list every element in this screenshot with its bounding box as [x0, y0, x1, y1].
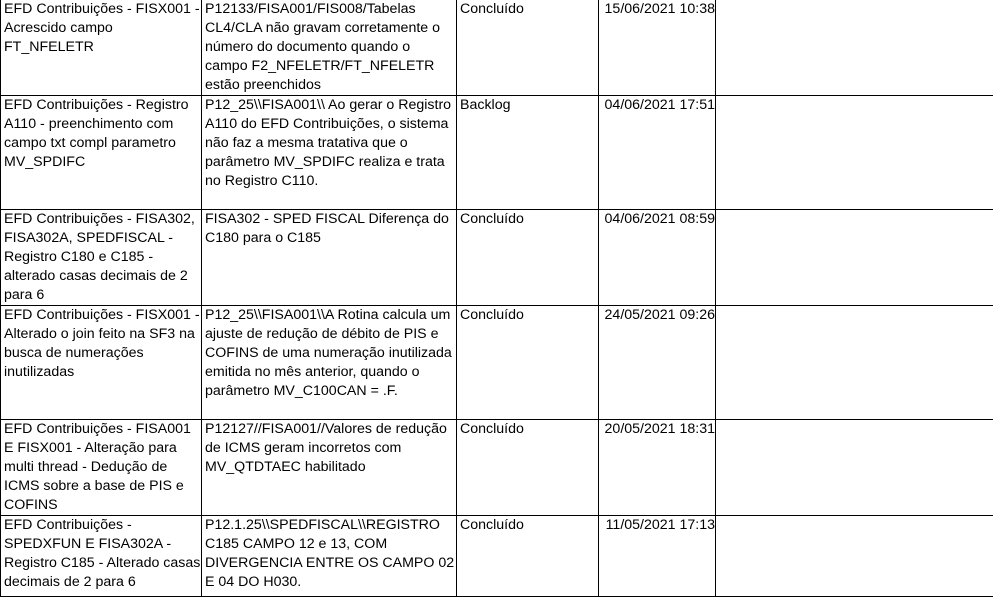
cell-description[interactable]: P12127//FISA001//Valores de redução de ICMS geram incorretos com MV_QTDTAEC habilitado [202, 420, 457, 516]
cell-date[interactable]: 15/06/2021 10:38 [599, 0, 716, 96]
cell-description[interactable]: P12_25\\FISA001\\A Rotina calcula um ajuste de redução de débito de PIS e COFINS de uma numeração inutilizada emitida no mês anterior, quando o parâmetro MV_C100CAN = .F. [202, 306, 457, 420]
table-row[interactable] [1, 0, 993, 96]
cell-empty[interactable] [716, 516, 993, 597]
cell-title[interactable]: EFD Contribuições - SPEDXFUN E FISA302A - Registro C185 - Alterado casas decimais de 2 para 6 [1, 516, 202, 597]
cell-title[interactable]: EFD Contribuições - FISX001 - Acrescido campo FT_NFELETR [1, 0, 202, 96]
cell-title[interactable]: EFD Contribuições - Registro A110 - preenchimento com campo txt compl parametro MV_SPDIFC [1, 96, 202, 210]
cell-description[interactable]: P12_25\\FISA001\\ Ao gerar o Registro A110 do EFD Contribuições, o sistema não faz a mesma tratativa que o parâmetro MV_SPDIFC realiza e trata no Registro C110. [202, 96, 457, 210]
table-row[interactable] [1, 420, 993, 516]
cell-description[interactable]: P12.1.25\\SPEDFISCAL\\REGISTRO C185 CAMPO 12 e 13, COM DIVERGENCIA ENTRE OS CAMPO 02 E 04 DO H030. [202, 516, 457, 597]
table-row[interactable] [1, 210, 993, 306]
cell-description[interactable]: FISA302 - SPED FISCAL Diferença do C180 para o C185 [202, 210, 457, 306]
cell-status[interactable]: Backlog [457, 96, 599, 210]
cell-empty[interactable] [716, 96, 993, 210]
cell-status[interactable]: Concluído [457, 0, 599, 96]
cell-status[interactable]: Concluído [457, 516, 599, 597]
cell-empty[interactable] [716, 210, 993, 306]
cell-date[interactable]: 04/06/2021 17:51 [599, 96, 716, 210]
cell-status[interactable]: Concluído [457, 306, 599, 420]
cell-date[interactable]: 11/05/2021 17:13 [599, 516, 716, 597]
cell-status[interactable]: Concluído [457, 210, 599, 306]
cell-empty[interactable] [716, 420, 993, 516]
table-row[interactable] [1, 516, 993, 597]
cell-status[interactable]: Concluído [457, 420, 599, 516]
cell-title[interactable]: EFD Contribuições - FISX001 - Alterado o join feito na SF3 na busca de numerações inutilizadas [1, 306, 202, 420]
cell-date[interactable]: 04/06/2021 08:59 [599, 210, 716, 306]
table-row[interactable] [1, 96, 993, 210]
cell-empty[interactable] [716, 0, 993, 96]
cell-empty[interactable] [716, 306, 993, 420]
cell-date[interactable]: 20/05/2021 18:31 [599, 420, 716, 516]
table-row[interactable] [1, 306, 993, 420]
cell-title[interactable]: EFD Contribuições - FISA001 E FISX001 - Alteração para multi thread - Dedução de ICMS sobre a base de PIS e COFINS [1, 420, 202, 516]
cell-date[interactable]: 24/05/2021 09:26 [599, 306, 716, 420]
cell-title[interactable]: EFD Contribuições - FISA302, FISA302A, SPEDFISCAL - Registro C180 e C185 - alterado casas decimais de 2 para 6 [1, 210, 202, 306]
cell-description[interactable]: P12133/FISA001/FIS008/Tabelas CL4/CLA não gravam corretamente o número do documento quando o campo F2_NFELETR/FT_NFELETR estão preenchidos [202, 0, 457, 96]
